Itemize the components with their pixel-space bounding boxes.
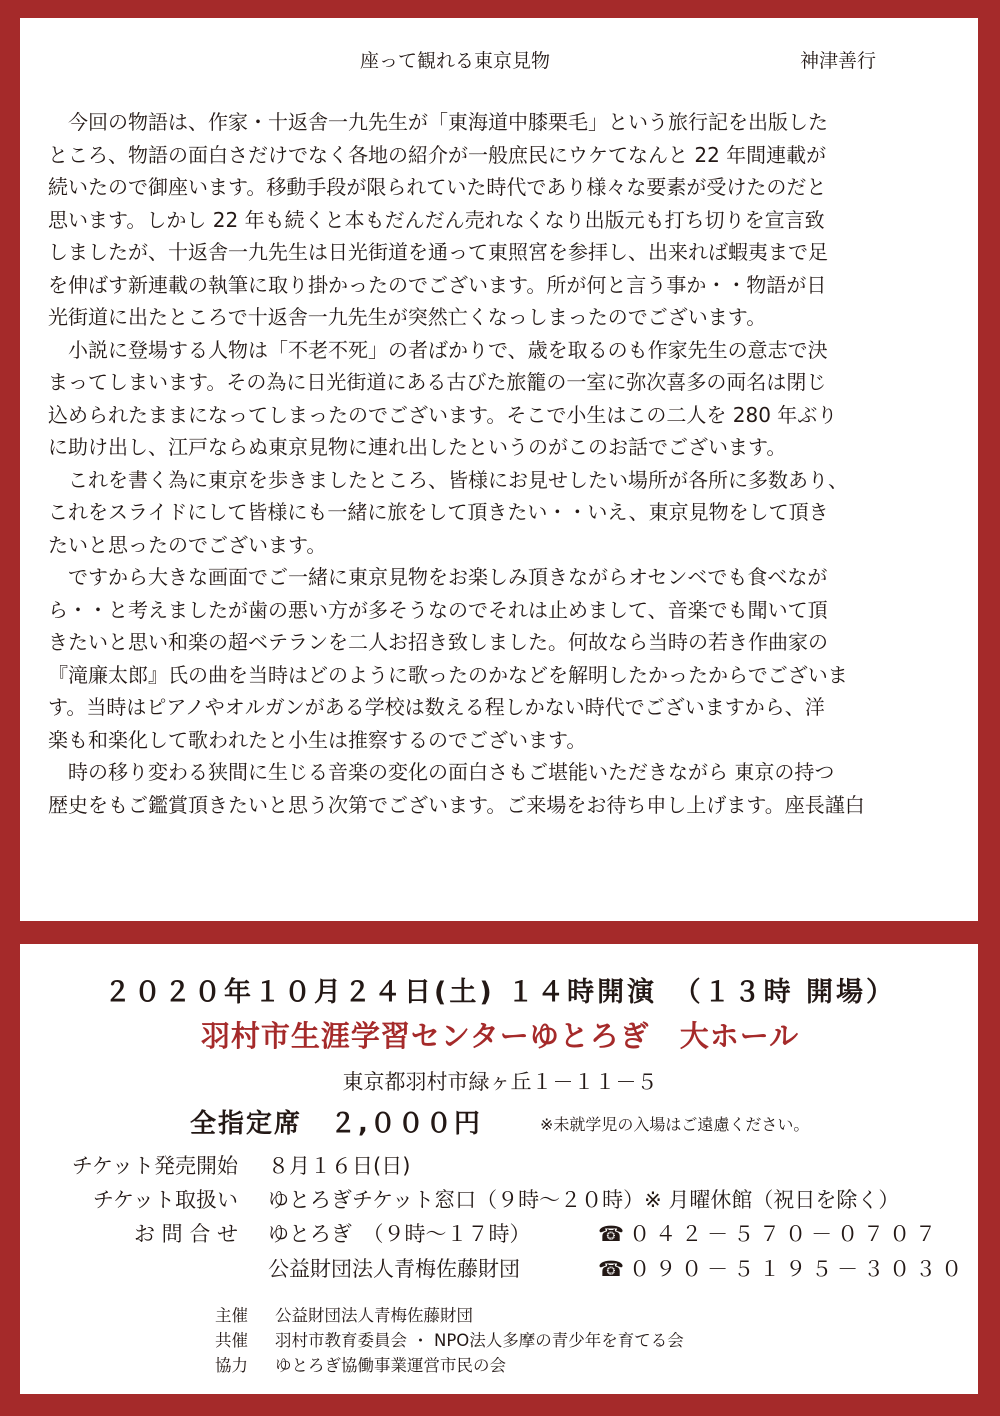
ticket-sale-label: チケット発売開始 — [71, 1154, 238, 1178]
essay-line: しましたが、十返舎一九先生は日光街道を通って東照宮を参拝し、出来れば蝦夷まで足 — [48, 240, 828, 264]
essay-line: 楽も和楽化して歌われたと小生は推察するのでございます。 — [48, 727, 587, 752]
essay-line: これを書く為に東京を歩きましたところ、皆様にお見せしたい場所が各所に多数あり、 — [48, 467, 848, 492]
cooperation-label: 協力 — [215, 1356, 248, 1375]
essay-line: ら・・と考えましたが歯の悪い方が多そうなのでそれは止めまして、音楽でも聞いて頂 — [48, 597, 828, 622]
ticket-handling-value: ゆとろぎチケット窓口（９時～２０時）※ 月曜休館（祝日を除く） — [268, 1188, 900, 1212]
venue-address: 東京都羽村市緑ヶ丘１－１１－５ — [342, 1070, 658, 1094]
essay-line: たいと思ったのでございます。 — [48, 532, 327, 557]
cosponsor: 羽村市教育委員会 ・ NPO法人多摩の青少年を育てる会 — [275, 1331, 684, 1350]
cooperation: ゆとろぎ協働事業運営市民の会 — [275, 1356, 506, 1375]
essay-line: 『滝廉太郎』氏の曲を当時はどのように歌ったのかなどを解明したかったからでございま — [48, 662, 848, 687]
inquiry-label: お 問 合 せ — [133, 1222, 238, 1246]
essay-line: 小説に登場する人物は「不老不死」の者ばかりで、歳を取るのも作家先生の意志で決 — [48, 337, 828, 362]
venue-name: 羽村市生涯学習センターゆとろぎ 大ホール — [200, 1019, 800, 1053]
inquiry-foundation-phone: ☎０９０－５１９５－３０３０ — [598, 1257, 968, 1281]
ticket-handling-label: チケット取扱い — [92, 1188, 238, 1212]
essay-line: 時の移り変わる狭間に生じる音楽の変化の面白さもご堪能いただきながら 東京の持つ — [48, 760, 835, 784]
essay-line: 思います。しかし 22 年も続くと本もだんだん売れなくなり出版元も打ち切りを宣言致 — [48, 207, 825, 232]
organizer-label: 主催 — [215, 1306, 248, 1325]
essay-line: 光街道に出たところで十返舎一九先生が突然亡くなっしまったのでございます。 — [48, 305, 767, 329]
inquiry-foundation: 公益財団法人青梅佐藤財団 — [268, 1257, 520, 1281]
essay-line: これをスライドにして皆様にも一緒に旅をして頂きたい・・いえ、東京見物をして頂き — [48, 500, 829, 524]
essay-line: 今回の物語は、作家・十返舎一九先生が「東海道中膝栗毛」という旅行記を出版した — [48, 110, 828, 134]
essay-line: 続いたので御座います。移動手段が限られていた時代であり様々な要素が受けたのだと — [48, 175, 827, 199]
organizer: 公益財団法人青梅佐藤財団 — [275, 1306, 473, 1325]
ticket-sale-date: ８月１６日(日) — [268, 1154, 411, 1178]
cosponsor-label: 共催 — [215, 1331, 248, 1350]
essay-line: ですから大きな画面でご一緒に東京見物をお楽しみ頂きながらオセンベでも食べなが — [48, 565, 828, 589]
essay-line: 歴史をもご鑑賞頂きたいと思う次第でございます。ご来場をお待ち申し上げます。座長謹白 — [48, 792, 865, 817]
essay-line: まってしまいます。その為に日光街道にある古びた旅籠の一室に弥次喜多の両名は閉じ — [48, 370, 827, 394]
inquiry-yutorogi-phone: ☎０４２－５７０－０７０７ — [598, 1222, 942, 1246]
essay-line: 込められたままになってしまったのでございます。そこで小生はこの二人を 280 年ぶり — [48, 402, 838, 427]
essay-body — [48, 106, 938, 821]
essay-title: 座って観れる東京見物 — [360, 50, 551, 72]
inquiry-yutorogi: ゆとろぎ （９時～１７時） — [268, 1222, 531, 1246]
essay-line: す。当時はピアノやオルガンがある学校は数える程しかない時代でございますから、洋 — [48, 695, 825, 719]
essay-line: ところ、物語の面白さだけでなく各地の紹介が一般庶民にウケてなんと 22 年間連載が — [48, 142, 827, 167]
essay-line: を伸ばす新連載の執筆に取り掛かったのでございます。所が何と言う事か・・物語が日 — [48, 272, 827, 297]
price-note: ※未就学児の入場はご遠慮ください。 — [540, 1115, 810, 1134]
event-date: ２０２０年１０月２４日(土) １４時開演 （１３時 開場） — [104, 977, 896, 1008]
essay-line: きたいと思い和楽の超ベテランを二人お招き致しました。何故なら当時の若き作曲家の — [48, 630, 828, 654]
ticket-price: 全指定席 ２,０００円 — [190, 1109, 482, 1139]
essay-author: 神津善行 — [800, 50, 877, 72]
essay-line: に助け出し、江戸ならぬ東京見物に連れ出したというのがこのお話でございます。 — [48, 435, 787, 459]
